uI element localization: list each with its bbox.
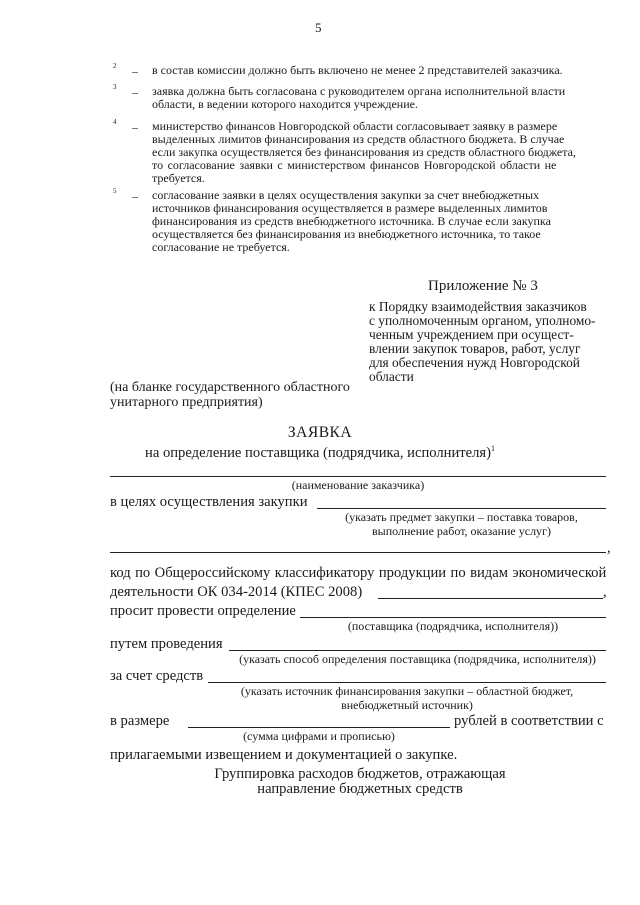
appendix-title: Приложение № 3 (428, 278, 538, 294)
procurement-method-field[interactable] (229, 650, 606, 651)
footnote-number: 5 (113, 187, 117, 195)
purchase-subject-field[interactable] (317, 508, 606, 509)
footnote-text-line: выделенных лимитов финансирования из средств областного бюджета. В случае (152, 132, 565, 146)
funding-source-hint-line: внебюджетный источник) (341, 698, 473, 712)
funding-source-hint-line: (указать источник финансирования закупки – областной бюджет, (240, 684, 574, 698)
appendix-line: ченным учреждением при осущест- (369, 327, 574, 342)
budget-grouping-line: направление бюджетных средств (257, 781, 463, 797)
form-subtitle (0, 444, 640, 462)
footnote-text-line: согласование не требуется. (152, 240, 290, 254)
budget-grouping-line: Группировка расходов бюджетов, отражающая (214, 766, 506, 782)
amount-label: в размере (110, 713, 170, 729)
footnote-text-line: области, в ведении которого находится учреждение. (152, 97, 418, 111)
footnote-text-line: в состав комиссии должно быть включено не менее 2 представителей заказчика. (152, 63, 563, 77)
form-subtitle-text: на определение поставщика (подрядчика, исполнителя) (145, 444, 491, 461)
okpd-line: код по Общероссийскому классификатору продукции по видам экономической (110, 565, 607, 581)
method-label: путем проведения (110, 636, 223, 652)
amount-hint: (сумма цифрами и прописью) (243, 729, 395, 743)
appendix-line: с уполномоченным органом, уполномо- (369, 313, 596, 328)
letterhead-note-line: унитарного предприятия) (110, 395, 263, 410)
footnote-text-line: заявка должна быть согласована с руководителем органа исполнительной власти (152, 84, 566, 98)
customer-name-hint: (наименование заказчика) (291, 478, 425, 492)
purchase-subject-hint-line: (указать предмет закупки – поставка товаров, (345, 510, 578, 524)
footnote-number: 3 (113, 83, 117, 91)
footnote-text-line: осуществляется без финансирования из внебюджетного источника, то такое (152, 227, 541, 241)
footnote-number: 4 (113, 118, 117, 126)
procurement-method-hint: (указать способ определения поставщика (подрядчика, исполнителя)) (239, 652, 596, 666)
footnote-text-line: то согласование заявки с министерством финансов Новгородской области не (152, 158, 557, 172)
footnote-dash: – (132, 120, 138, 134)
letterhead-note-line: (на бланке государственного областного (110, 380, 350, 395)
appendix-line: для обеспечения нужд Новгородской (369, 355, 580, 370)
okpd-line: деятельности ОК 034-2014 (КПЕС 2008) (110, 584, 363, 600)
footnote-dash: – (132, 85, 138, 99)
page-number: 5 (315, 20, 322, 35)
purchase-subject-hint-line: выполнение работ, оказание услуг) (372, 524, 551, 538)
form-title: ЗАЯВКА (287, 424, 353, 441)
purchase-subject-continuation-field[interactable] (110, 552, 606, 553)
amount-field[interactable] (188, 727, 450, 728)
appendix-line: влении закупок товаров, работ, услуг (369, 341, 581, 356)
footnote-ref: 1 (490, 444, 495, 453)
footnote-text-line: министерство финансов Новгородской области согласовывает заявку в размере (152, 119, 558, 133)
comma: , (603, 584, 607, 600)
footnote-dash: – (132, 64, 138, 78)
purpose-label: в целях осуществления закупки (110, 494, 308, 510)
footnote-text-line: финансирования из средств внебюджетного источника. В случае если закупка (152, 214, 551, 228)
supplier-hint: (поставщика (подрядчика, исполнителя)) (347, 619, 559, 633)
footnote-text-line: согласование заявки в целях осуществления закупки за счет внебюджетных (152, 188, 540, 202)
footnote-text-line: требуется. (152, 171, 205, 185)
appendix-line: области (369, 369, 414, 384)
footnote-text-line: если закупка осуществляется без финансирования из средств областного бюджета, (152, 145, 576, 159)
footnote-text-line: источников финансирования осуществляется в размере выделенных лимитов (152, 201, 548, 215)
amount-suffix: рублей в соответствии с (454, 713, 604, 729)
supplier-field[interactable] (300, 617, 606, 618)
okpd-code-field[interactable] (378, 598, 603, 599)
footnote-dash: – (132, 189, 138, 203)
funding-source-field[interactable] (208, 682, 606, 683)
attached-documents: прилагаемыми извещением и документацией о закупке. (110, 747, 458, 763)
comma: , (607, 540, 611, 556)
footnote-number: 2 (113, 62, 117, 70)
appendix-line: к Порядку взаимодействия заказчиков (369, 299, 587, 314)
funds-label: за счет средств (110, 668, 204, 684)
customer-name-field[interactable] (110, 476, 606, 477)
request-label: просит провести определение (110, 603, 296, 619)
